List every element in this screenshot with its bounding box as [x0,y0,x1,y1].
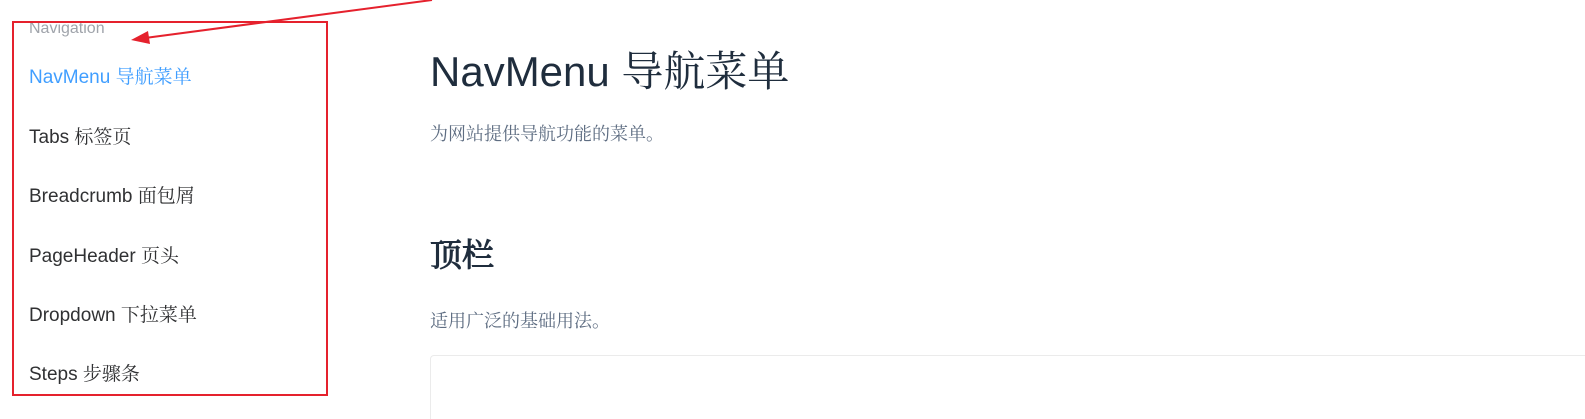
sidebar-item-tabs[interactable]: Tabs 标签页 [29,127,132,148]
sidebar-item-pageheader[interactable]: PageHeader 页头 [29,246,179,267]
main-content [430,0,1585,419]
sidebar-item-steps[interactable]: Steps 步骤条 [29,364,140,385]
nav-group-title: Navigation [29,20,105,37]
page-title: NavMenu 导航菜单 [430,48,790,95]
sidebar-item-dropdown[interactable]: Dropdown 下拉菜单 [29,305,197,326]
demo-block [430,355,1585,419]
sidebar-item-breadcrumb[interactable]: Breadcrumb 面包屑 [29,186,195,207]
section-description: 适用广泛的基础用法。 [430,311,610,331]
sidebar [0,0,330,419]
page-description: 为网站提供导航功能的菜单。 [430,124,664,144]
section-title: 顶栏 [430,237,495,273]
sidebar-item-navmenu[interactable]: NavMenu 导航菜单 [29,67,192,88]
